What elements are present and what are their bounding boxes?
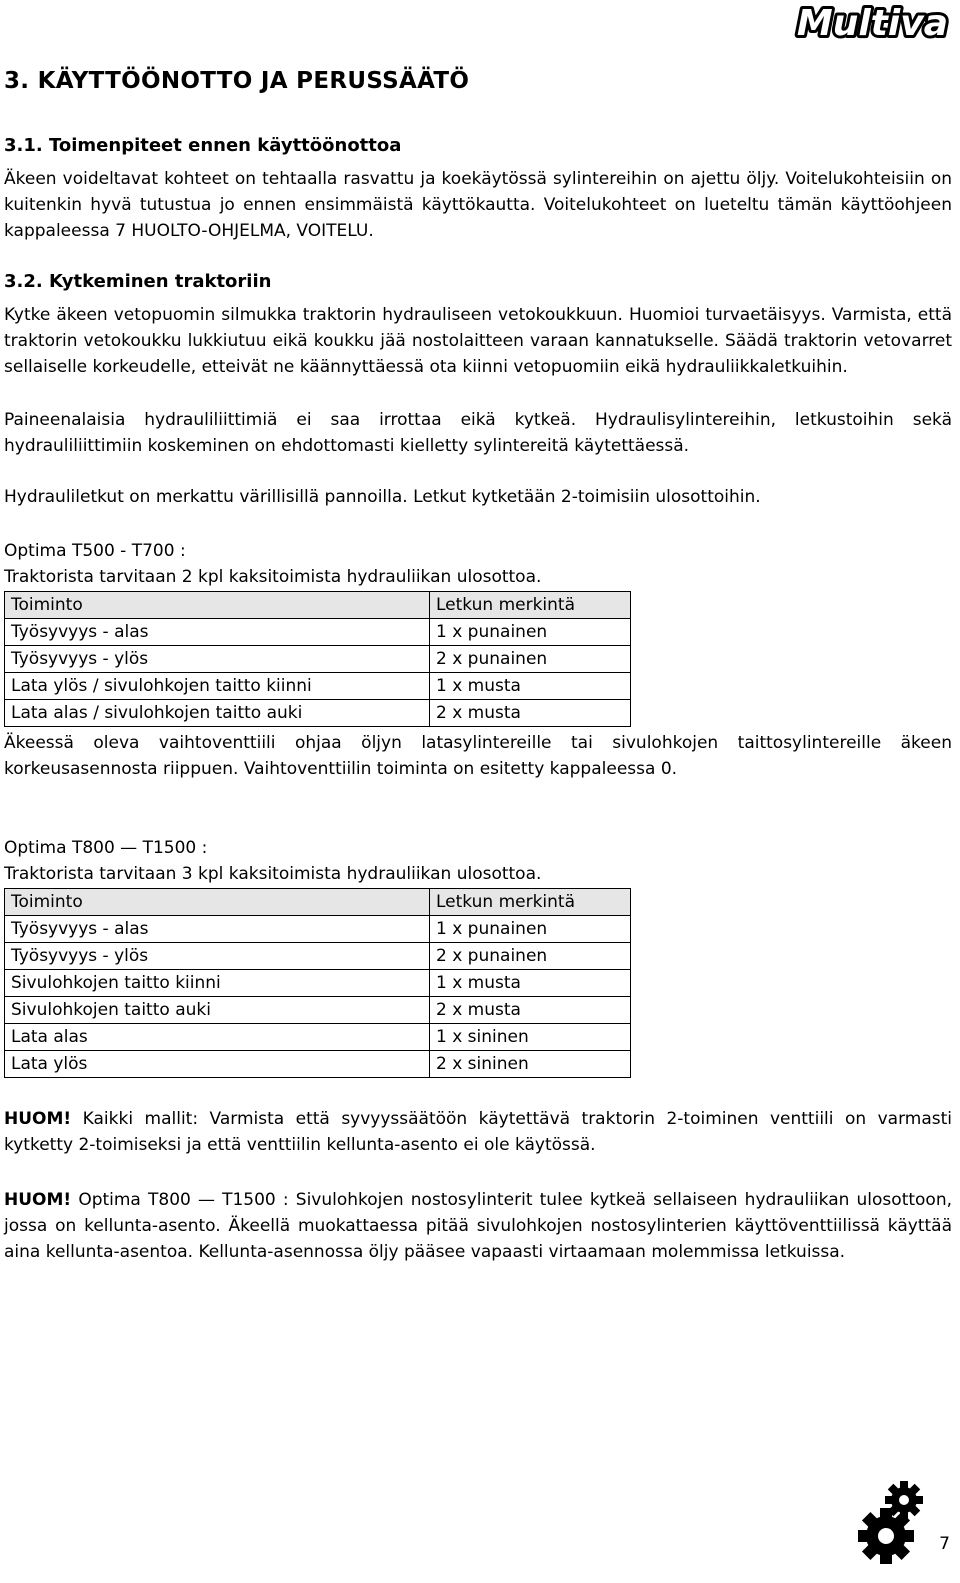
model-heading-t800-t1500: Optima T800 — T1500 : [4, 838, 208, 858]
table-row [5, 1051, 631, 1078]
table-cell: 2 x musta [430, 700, 631, 727]
table-cell: Työsyvyys - alas [5, 916, 430, 943]
hose-table-t500-t700 [4, 591, 631, 727]
huom-label: HUOM! [4, 1109, 72, 1129]
table-cell: Lata ylös [5, 1051, 430, 1078]
table-header-row [5, 592, 631, 619]
note-t800-t1500 [4, 1187, 952, 1265]
section-title-3-2: 3.2. Kytkeminen traktoriin [4, 271, 272, 292]
table-cell: Lata alas [5, 1024, 430, 1051]
section-3-2-paragraph-2: Paineenalaisia hydrauliliittimiä ei saa irrottaa eikä kytkeä. Hydraulisylintereihin, letkustoihin sekä hydrauliliittimiin koskeminen on ehdottomasti kielletty sylintereitä käytettäessä. [4, 410, 952, 456]
table-cell: 1 x musta [430, 970, 631, 997]
table-header-cell: Letkun merkintä [430, 592, 631, 619]
section-title-3-1: 3.1. Toimenpiteet ennen käyttöönottoa [4, 135, 402, 156]
table-cell: 2 x punainen [430, 943, 631, 970]
multiva-logo [770, 2, 950, 44]
table-cell: 2 x punainen [430, 646, 631, 673]
table-cell: 1 x musta [430, 673, 631, 700]
chapter-heading: 3. KÄYTTÖÖNOTTO JA PERUSSÄÄTÖ [4, 68, 470, 94]
gear-icon [858, 1478, 928, 1564]
huom-label: HUOM! [4, 1190, 72, 1210]
requirement-t500-t700: Traktorista tarvitaan 2 kpl kaksitoimista hydrauliikan ulosottoa. [4, 567, 542, 587]
table-cell: Sivulohkojen taitto auki [5, 997, 430, 1024]
table-cell: Työsyvyys - ylös [5, 943, 430, 970]
table-cell: 1 x punainen [430, 619, 631, 646]
table-cell: Lata alas / sivulohkojen taitto auki [5, 700, 430, 727]
hose-table-t800-t1500 [4, 888, 631, 1078]
table-row [5, 700, 631, 727]
table-cell: 2 x musta [430, 997, 631, 1024]
section-3-2-paragraph-3: Hydrauliletkut on merkattu värillisillä pannoilla. Letkut kytketään 2-toimisiin ulosottoihin. [4, 487, 761, 507]
table-row [5, 673, 631, 700]
table-row [5, 970, 631, 997]
note-2-text: Sivulohkojen nostosylinterit tulee kytkeä sellaiseen hydrauliikan ulosottoon, jossa on kellunta-asento. Äkeellä muokattaessa pitää sivulohkojen nostosylinterien käyttöventtiilissä käyttää aina kellunta-asentoa. Kellunta-asennossa öljy pääsee vapaasti virtaamaan molemmissa letkuissa. [4, 1190, 953, 1262]
table-cell: Lata ylös / sivulohkojen taitto kiinni [5, 673, 430, 700]
logo-text: Multiva [796, 3, 948, 44]
note-all-models [4, 1106, 952, 1158]
table-cell: Työsyvyys - ylös [5, 646, 430, 673]
note-1-text: Kaikki mallit: Varmista että syvyyssäätöön käytettävä traktorin 2-toiminen venttiili on varmasti kytketty 2-toimiseksi ja että venttiilin kellunta-asento ei ole käytössä. [4, 1109, 953, 1155]
model-heading-t500-t700: Optima T500 - T700 : [4, 541, 186, 561]
table-cell: 1 x punainen [430, 916, 631, 943]
table-row [5, 646, 631, 673]
table-cell: Sivulohkojen taitto kiinni [5, 970, 430, 997]
table-header-row [5, 889, 631, 916]
page-number: 7 [939, 1534, 950, 1554]
table-cell: 2 x sininen [430, 1051, 631, 1078]
table-row [5, 943, 631, 970]
table-row [5, 997, 631, 1024]
table-header-cell: Toiminto [5, 889, 430, 916]
requirement-t800-t1500: Traktorista tarvitaan 3 kpl kaksitoimista hydrauliikan ulosottoa. [4, 864, 542, 884]
table-cell: 1 x sininen [430, 1024, 631, 1051]
table-cell: Työsyvyys - alas [5, 619, 430, 646]
table-header-cell: Letkun merkintä [430, 889, 631, 916]
note-2-model: Optima T800 — T1500 : [78, 1190, 289, 1210]
section-3-1-text: Äkeen voideltavat kohteet on tehtaalla rasvattu ja koekäytössä sylintereihin on ajettu öljy. Voitelukohteisiin on kuitenkin hyvä tutustua jo ennen ensimmäistä käyttökautta. Voitelukohteet on lueteltu tämän käyttöohjeen kappaleessa 7 HUOLTO-OHJELMA, VOITELU. [4, 169, 952, 241]
table-row [5, 1024, 631, 1051]
table-row [5, 916, 631, 943]
valve-note: Äkeessä oleva vaihtoventtiili ohjaa öljyn latasylintereille tai sivulohkojen taittosylintereille äkeen korkeusasennosta riippuen. Vaihtoventtiilin toiminta on esitetty kappaleessa 0. [4, 733, 952, 779]
table-header-cell: Toiminto [5, 592, 430, 619]
section-3-2-paragraph-1: Kytke äkeen vetopuomin silmukka traktorin hydrauliseen vetokoukkuun. Huomioi turvaetäisyys. Varmista, että traktorin vetokoukku lukkiutuu eikä koukku jää nostolaitteen varaan kannatukselle. Säädä traktorin vetovarret sellaiselle korkeudelle, etteivät ne käännyttäessä ota kiinni vetopuomiin eikä hydrauliikkaletkuihin. [4, 305, 952, 377]
table-row [5, 619, 631, 646]
